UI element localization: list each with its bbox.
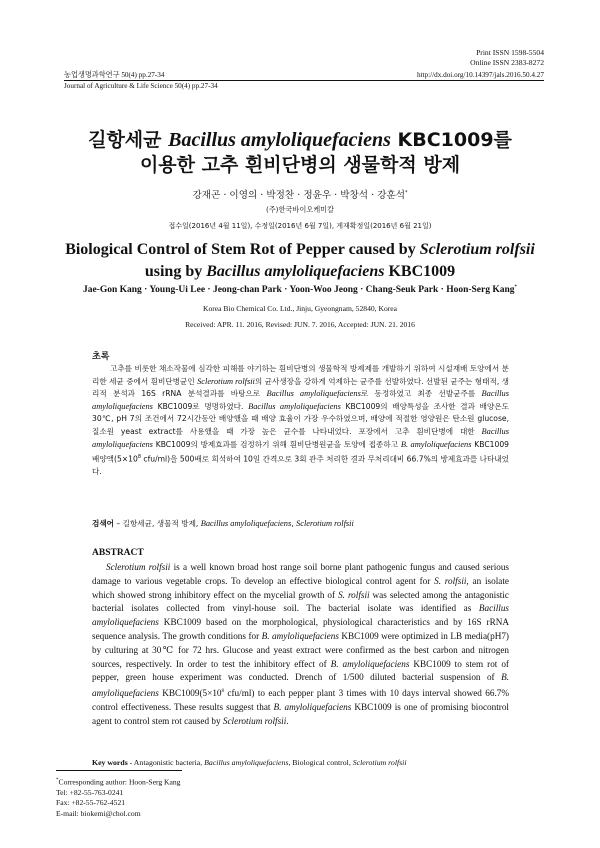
korean-dates: 접수일(2016년 4월 11일), 수정일(2016년 6월 7일), 게재확정일(2016년 6월 21일)	[168, 222, 432, 230]
korean-title	[40, 128, 560, 178]
corresponding-author: *Corresponding author: Hoon-Serg Kang	[56, 777, 181, 787]
footnote-rule	[56, 770, 182, 771]
korean-title-line1: 길항세균 Bacillus amyloliquefaciens KBC1009를	[88, 129, 512, 151]
korean-abstract: 고추를 비롯한 채소작물에 심각한 피해를 야기하는 흰비단병의 생물학적 방제제를 개발하기 위하여 시설재배 토양에서 분리한 세균 중에서 흰비단병균인 Sclerotium rolfsii의 균사생장을 강하게 억제하는 균주를 선발하였다. 선발된 균주는 형태적, 생리적 분석과 16S rRNA 분석결과를 바탕으로 Bacillus amyloliquefaciens로 동정하였고 최종 선발균주를 Bacillus amyloliquefaciens KBC1009로 명명하였다. Bacillus amyloliquefaciens KBC1009의 배양특성을 조사한 결과 배양온도 30℃, pH 7의 조건에서 72시간동안 배양했을 때 배양 효율이 가장 우수하였으며, 배양에 적절한 영양원은 탄소원 glucose, 질소원 yeast extract를 사용했을 때 가장 높은 균수를 나타내었다. 포장에서 고추 흰비단병에 대한 Bacillus amyloliquefaciens KBC1009의 방제효과를 검정하기 위해 흰비단병원균을 토양에 접종하고 B. amyloliquefaciens KBC1009 배양액($5\times 10^8$ cfu/ml)을 500배로 희석하여 10일 간격으로 3회 관주 처리한 결과 무처리대비 66.7%의 방제효과를 나타내었다.	[92, 364, 509, 477]
telephone: Tel: +82-55-763-0241	[56, 787, 124, 797]
english-authors: Jae-Gon Kang · Young-Ui Lee · Jeong-chan Park · Yoon-Woo Jeong · Chang-Seuk Park · Hoon-Serg Kang*	[82, 285, 518, 296]
online-issn: Online ISSN 2383-8272	[470, 58, 544, 67]
journal-name-ko: 농업생명과학연구 50(4) pp.27-34	[64, 71, 165, 79]
corresponding-mark: *	[405, 189, 408, 196]
running-header	[64, 70, 544, 94]
english-dates: Received: APR. 11. 2016, Revised: JUN. 7. 2016, Accepted: JUN. 21. 2016	[185, 320, 415, 329]
english-affiliation: Korea Bio Chemical Co. Ltd., Jinju, Gyeongnam, 52840, Korea	[202, 304, 398, 313]
title-species: Bacillus amyloliquefaciens	[168, 129, 391, 151]
footnote	[56, 776, 180, 819]
print-issn: Print ISSN 1598-5504	[476, 48, 544, 57]
korean-keywords: 검색어 – 길항세균, 생물적 방제, Bacillus amyloliquefaciens, Sclerotium rolfsii	[92, 519, 354, 528]
english-title	[40, 239, 560, 283]
english-keywords: Key words - Antagonistic bacteria, Bacillus amyloliquefaciens, Biological control, Sclerotium rolfsii	[92, 758, 407, 767]
fax: Fax: +82-55-762-4521	[56, 798, 126, 808]
korean-abstract-heading: 초록	[92, 352, 110, 362]
english-abstract-heading: ABSTRACT	[92, 548, 144, 558]
korean-authors: 강재곤 · 이영의 · 박정찬 · 정윤우 · 박창석 · 강훈석*	[192, 189, 408, 201]
english-title-line2: using by Bacillus amyloliquefaciens KBC1009	[144, 263, 456, 280]
korean-affiliation: (주)한국바이오케미칼	[265, 205, 335, 214]
korean-title-line2: 이용한 고추 흰비단병의 생물학적 방제	[139, 154, 461, 176]
issn-block	[470, 48, 544, 68]
english-title-line1: Biological Control of Stem Rot of Pepper caused by Sclerotium rolfsii	[65, 241, 535, 258]
email[interactable]: E-mail: biokemi@chol.com	[56, 808, 141, 818]
english-abstract: Sclerotium rolfsii is a well known broad host range soil borne plant pathogenic fungus and caused serious damage to various vegetable crops. To develop an effective biological control agent for S. rolfsii, an isolate which showed strong inhibitory effect on the mycelial growth of S. rolfsii was selected among the antagonistic bacterial isolates collected from vinyl-house soil. The bacterial isolate was identified as Bacillus amyloliquefaciens KBC1009 based on the morphological, physiological characteristics and by 16S rRNA sequence analysis. The growth conditions for B. amyloliquefaciens KBC1009 were optimized in LB media(pH7) by culturing at 30℃ for 72 hrs. Glucose and yeast extract were confirmed as the best carbon and nitrogen sources, respectively. In order to test the inhibitory effect of B. amyloliquefaciens KBC1009 to stem rot of pepper, green house experiment was conducted. Drench of 1/500 diluted bacterial suspension of B. amyloliquefaciens $KBC1009(5\times 10^8$ cfu/ml) to each pepper plant 3 times with 10 days interval showed 66.7% control effectiveness. These results suggest that B. amyloliquefaciens KBC1009 is one of promising biocontrol agent to control stem rot caused by Sclerotium rolfsii.	[92, 562, 510, 726]
doi-link[interactable]: http://dx.doi.org/10.14397/jals.2016.50.4.27	[416, 71, 544, 79]
journal-name-en: Journal of Agriculture & Life Science 50(4) pp.27-34	[64, 82, 218, 90]
